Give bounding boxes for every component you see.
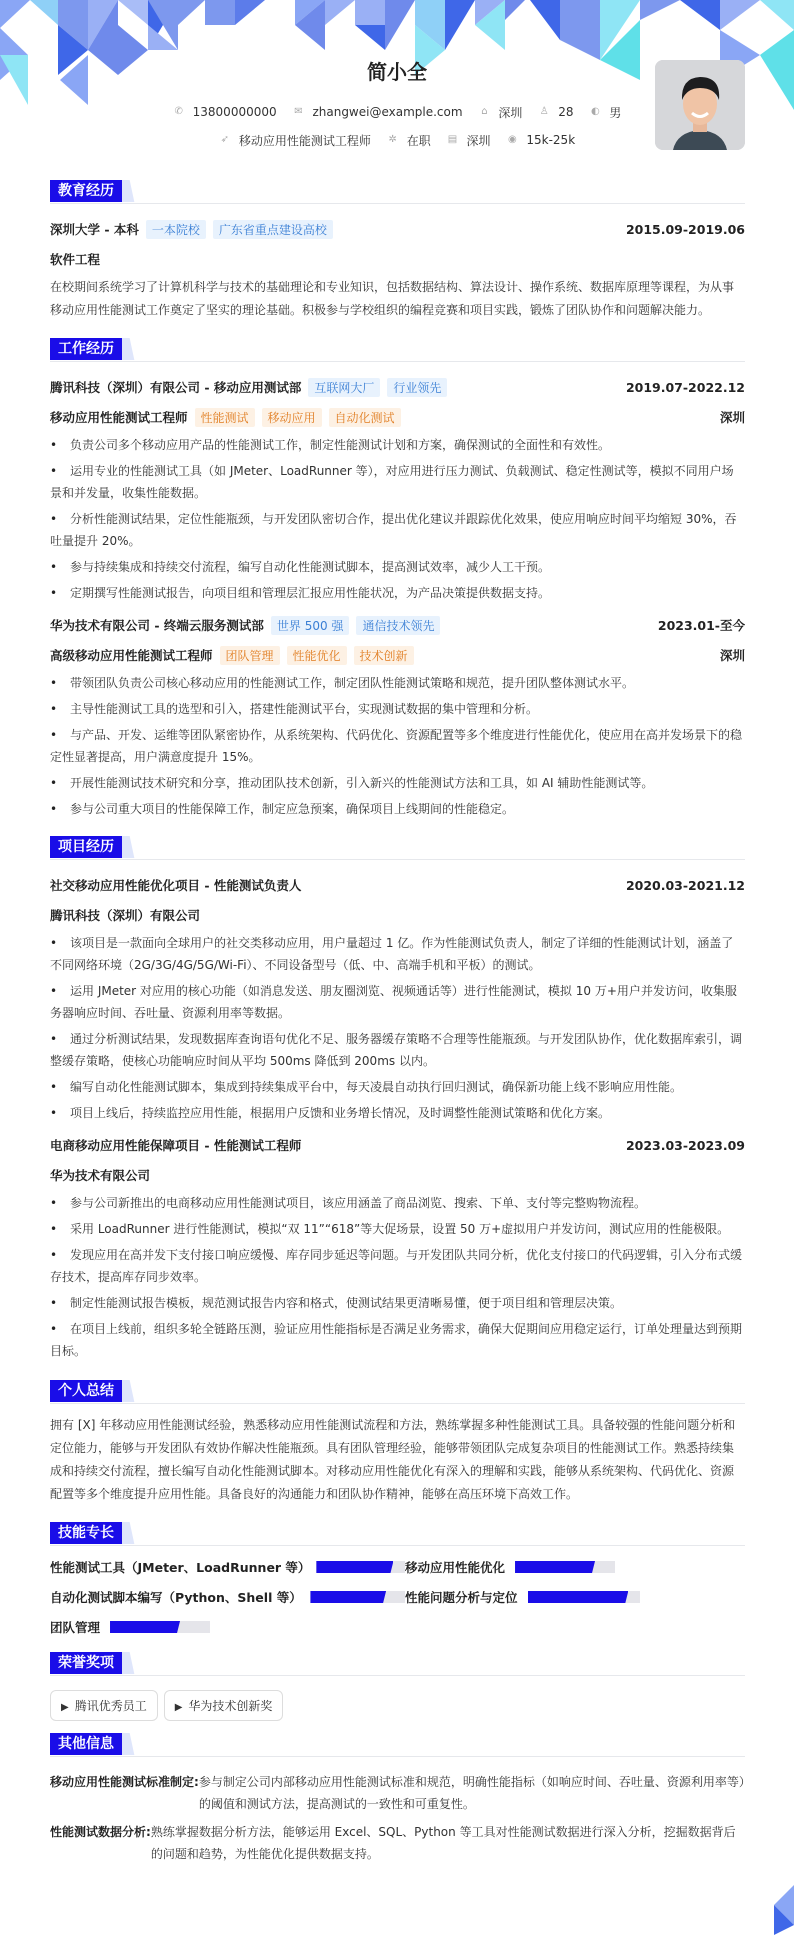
other-info-value: 熟练掌握数据分析方法，能够运用 Excel、SQL、Python 等工具对性能测试数据进行深入分析，挖掘数据背后的问题和趋势，为性能优化提供数据支持。 xyxy=(150,1825,736,1861)
skill-level-fill xyxy=(316,1561,393,1573)
project-company-row xyxy=(50,1160,745,1190)
skill-name: 团队管理 xyxy=(50,1620,101,1635)
tag: 广东省重点建设高校 xyxy=(213,220,333,239)
skill-name: 自动化测试脚本编写（Python、Shell 等） xyxy=(50,1590,302,1605)
company-tag: 世界 500 强 xyxy=(271,616,350,635)
company-tag: 行业领先 xyxy=(387,378,447,397)
bullet-item: • 制定性能测试报告模板，规范测试报告内容和格式，使测试结果更清晰易懂，便于项目组和管理层决策。 xyxy=(50,1292,745,1314)
skill-item xyxy=(50,1590,405,1604)
bullet-item: • 运用专业的性能测试工具（如 JMeter、LoadRunner 等），对应用进行压力测试、负载测试、稳定性测试等，模拟不同用户场景和并发量，收集性能数据。 xyxy=(50,460,745,504)
project-company: 腾讯科技（深圳）有限公司 xyxy=(50,908,201,923)
section-header-summary xyxy=(50,1380,745,1404)
skill-tag: 团队管理 xyxy=(220,646,280,665)
skill-tag: 自动化测试 xyxy=(329,408,401,427)
award-name: 腾讯优秀员工 xyxy=(74,1699,147,1713)
candidate-name: 简小全 xyxy=(367,60,427,84)
skill-level-bar xyxy=(310,1591,405,1603)
section-title: 工作经历 xyxy=(50,338,122,360)
work-city: 深圳 xyxy=(719,648,745,663)
bullet-item: • 开展性能测试技术研究和分享，推动团队技术创新，引入新兴的性能测试方法和工具，如 AI 辅助性能测试等。 xyxy=(50,772,745,794)
skill-item xyxy=(50,1620,405,1634)
bullet-item: • 项目上线后，持续监控应用性能，根据用户反馈和业务增长情况，及时调整性能测试策略和优化方案。 xyxy=(50,1102,745,1124)
work-date: 2019.07-2022.12 xyxy=(625,379,745,395)
company-left xyxy=(50,378,447,397)
bullet-item: • 编写自动化性能测试脚本，集成到持续集成平台中，每天凌晨自动执行回归测试，确保新功能上线不影响应用性能。 xyxy=(50,1076,745,1098)
skill-tag: 性能优化 xyxy=(287,646,347,665)
footer-triangle-decoration xyxy=(764,1885,794,1945)
other-info-item xyxy=(50,1821,745,1865)
skill-level-fill xyxy=(515,1561,595,1573)
company-row xyxy=(50,610,745,640)
major-text: 软件工程 xyxy=(50,252,101,267)
section-title: 个人总结 xyxy=(50,1380,122,1402)
skill-item xyxy=(50,1560,405,1574)
summary-text: 拥有 [X] 年移动应用性能测试经验，熟悉移动应用性能测试流程和方法，熟练掌握多种性能测试工具。具备较强的性能问题分析和定位能力，能够与开发团队有效协作解决性能瓶颈。具有团队管理经验，能够带领团队完成复杂项目的性能测试工作。熟悉持续集成和持续交付流程，擅长编写自动化性能测试脚本。对移动应用性能优化有深入的理解和实践，能够从系统架构、代码优化、资源配置等多个维度提升应用性能。具备良好的沟通能力和团队协作精神，能够在高压环境下高效工作。 xyxy=(50,1418,736,1501)
skill-name: 性能测试工具（JMeter、LoadRunner 等） xyxy=(50,1560,311,1575)
bullet-item: • 与产品、开发、运维等团队紧密协作，从系统架构、代码优化、资源配置等多个维度进行性能优化，使应用在高并发场景下的稳定性显著提高，用户满意度提升 15%。 xyxy=(50,724,745,768)
bullet-item: • 运用 JMeter 对应用的核心功能（如消息发送、朋友圈浏览、视频通话等）进行性能测试，模拟 10 万+用户并发访问，收集服务器响应时间、吞吐量、资源利用率等数据。 xyxy=(50,980,745,1024)
skill-level-bar xyxy=(110,1621,210,1633)
job-role: 移动应用性能测试工程师 xyxy=(50,410,188,425)
project-bullets xyxy=(50,1192,745,1362)
phone: 13800000000 xyxy=(192,105,277,119)
skill-item xyxy=(405,1590,745,1604)
bullet-item: • 定期撰写性能测试报告，向项目组和管理层汇报应用性能状况，为产品决策提供数据支持。 xyxy=(50,582,745,604)
role-left xyxy=(50,646,414,665)
tag: 一本院校 xyxy=(146,220,206,239)
bullet-item: • 负责公司多个移动应用产品的性能测试工作，制定性能测试计划和方案，确保测试的全面性和有效性。 xyxy=(50,434,745,456)
other-info-key: 移动应用性能测试标准制定: xyxy=(50,1775,199,1789)
salary: 15k-25k xyxy=(526,133,576,147)
award-item[interactable] xyxy=(164,1690,284,1721)
skill-tag: 性能测试 xyxy=(195,408,255,427)
project-row xyxy=(50,1130,745,1160)
award-item[interactable] xyxy=(50,1690,158,1721)
resume-header xyxy=(0,0,794,170)
major xyxy=(50,244,745,274)
skill-level-fill xyxy=(528,1591,629,1603)
work-city: 深圳 xyxy=(719,410,745,425)
other-info-key: 性能测试数据分析: xyxy=(50,1825,151,1839)
company-name: 腾讯科技（深圳）有限公司 - 移动应用测试部 xyxy=(50,380,302,395)
phone-icon: ✆ xyxy=(174,106,183,117)
skill-level-bar xyxy=(515,1561,615,1573)
award-name: 华为技术创新奖 xyxy=(188,1699,273,1713)
company-tag: 互联网大厂 xyxy=(308,378,380,397)
skill-name: 性能问题分析与定位 xyxy=(405,1590,518,1605)
section-header-education xyxy=(50,180,745,204)
project-company: 华为技术有限公司 xyxy=(50,1168,151,1183)
bullet-item: • 通过分析测试结果，发现数据库查询语句优化不足、服务器缓存策略不合理等性能瓶颈。与开发团队协作，优化数据库索引，调整缓存策略，使核心功能响应时间从平均 500ms 降低到 200ms 以内。 xyxy=(50,1028,745,1072)
job-role: 高级移动应用性能测试工程师 xyxy=(50,648,213,663)
other-info-item xyxy=(50,1771,745,1815)
school: 深圳大学 - 本科 xyxy=(50,222,139,237)
skill-level-fill xyxy=(110,1621,180,1633)
skills-grid xyxy=(50,1560,745,1634)
section-header-projects xyxy=(50,836,745,860)
section-title: 荣誉奖项 xyxy=(50,1652,122,1674)
section-header-awards xyxy=(50,1652,745,1676)
company-tag: 通信技术领先 xyxy=(356,616,440,635)
city: 深圳 xyxy=(498,105,523,120)
building-icon: ▤ xyxy=(447,134,458,145)
project-list xyxy=(50,870,745,1362)
age: 28 xyxy=(558,105,574,119)
bullet-item: • 参与公司重大项目的性能保障工作，制定应急预案，确保项目上线期间的性能稳定。 xyxy=(50,798,745,820)
bullet-item: • 该项目是一款面向全球用户的社交类移动应用，用户量超过 1 亿。作为性能测试负责人，制定了详细的性能测试计划，涵盖了不同网络环境（2G/3G/4G/5G/Wi-Fi）、不同设备型号（低、中、高端手机和平板）的测试。 xyxy=(50,932,745,976)
section-header-other xyxy=(50,1733,745,1757)
section-title: 其他信息 xyxy=(50,1733,122,1755)
section-title: 项目经历 xyxy=(50,836,122,858)
send-icon: ➶ xyxy=(220,134,230,145)
bullet-item: • 参与公司新推出的电商移动应用性能测试项目，该应用涵盖了商品浏览、搜索、下单、支付等完整购物流程。 xyxy=(50,1192,745,1214)
mail-icon: ✉ xyxy=(294,106,303,117)
work-date: 2023.01-至今 xyxy=(657,618,745,633)
work-bullets xyxy=(50,672,745,820)
job-status: 在职 xyxy=(406,133,431,148)
avatar-photo xyxy=(655,60,745,150)
company-left xyxy=(50,616,440,635)
section-header-skills xyxy=(50,1522,745,1546)
bullet-item: • 分析性能测试结果，定位性能瓶颈，与开发团队密切合作，提出优化建议并跟踪优化效果，使应用响应时间平均缩短 30%，吞吐量提升 20%。 xyxy=(50,508,745,552)
target-city: 深圳 xyxy=(466,133,491,148)
target-job: 移动应用性能测试工程师 xyxy=(238,133,371,148)
company-name: 华为技术有限公司 - 终端云服务测试部 xyxy=(50,618,264,633)
email[interactable]: zhangwei@example.com xyxy=(312,105,463,119)
skill-tag: 技术创新 xyxy=(354,646,414,665)
bullet-item: • 发现应用在高并发下支付接口响应缓慢、库存同步延迟等问题。与开发团队共同分析，优化支付接口的代码逻辑，引入分布式缓存技术，提高库存同步效率。 xyxy=(50,1244,745,1288)
awards-list xyxy=(50,1690,745,1721)
role-left xyxy=(50,408,401,427)
project-date: 2020.03-2021.12 xyxy=(625,877,745,893)
bullet-item: • 带领团队负责公司核心移动应用的性能测试工作，制定团队性能测试策略和规范，提升团队整体测试水平。 xyxy=(50,672,745,694)
education-description: 在校期间系统学习了计算机科学与技术的基础理论和专业知识，包括数据结构、算法设计、操作系统、数据库原理等课程，为从事移动应用性能测试工作奠定了坚实的理论基础。积极参与学校组织的编程竞赛和项目实践，锻炼了团队协作和问题解决能力。 xyxy=(50,280,735,317)
bullet-item: • 采用 LoadRunner 进行性能测试，模拟“双 11”“618”等大促场景，设置 50 万+虚拟用户并发访问，测试应用的性能极限。 xyxy=(50,1218,745,1240)
other-info-value: 参与制定公司内部移动应用性能测试标准和规范，明确性能指标（如响应时间、吞吐量、资源利用率等）的阈值和测试方法，提高测试的一致性和可重复性。 xyxy=(198,1775,745,1811)
company-row xyxy=(50,372,745,402)
gender-icon: ◐ xyxy=(590,106,600,117)
section-title: 技能专长 xyxy=(50,1522,122,1544)
bullet-item: • 主导性能测试工具的选型和引入，搭建性能测试平台，实现测试数据的集中管理和分析。 xyxy=(50,698,745,720)
education-date: 2015.09-2019.06 xyxy=(625,221,745,237)
play-icon: ▶ xyxy=(174,1702,183,1713)
other-info-list xyxy=(50,1771,745,1865)
skill-tag: 移动应用 xyxy=(262,408,322,427)
education-row xyxy=(50,214,745,244)
home-icon: ⌂ xyxy=(481,106,488,117)
skill-item xyxy=(405,1560,745,1574)
section-header-work xyxy=(50,338,745,362)
skill-level-bar xyxy=(316,1561,405,1573)
section-title: 教育经历 xyxy=(50,180,122,202)
bullet-item: • 参与持续集成和持续交付流程，编写自动化性能测试脚本，提高测试效率，减少人工干预。 xyxy=(50,556,745,578)
project-date: 2023.03-2023.09 xyxy=(625,1137,745,1153)
project-name: 社交移动应用性能优化项目 - 性能测试负责人 xyxy=(50,878,302,893)
project-name: 电商移动应用性能保障项目 - 性能测试工程师 xyxy=(50,1138,302,1153)
status-icon: ✲ xyxy=(388,134,397,145)
skill-level-fill xyxy=(310,1591,386,1603)
project-company-row xyxy=(50,900,745,930)
work-list xyxy=(50,372,745,820)
project-bullets xyxy=(50,932,745,1124)
money-icon: ◉ xyxy=(508,134,517,145)
bullet-item: • 在项目上线前，组织多轮全链路压测，验证应用性能指标是否满足业务需求，确保大促期间应用稳定运行，订单处理量达到预期目标。 xyxy=(50,1318,745,1362)
skill-level-bar xyxy=(528,1591,640,1603)
project-row xyxy=(50,870,745,900)
work-bullets xyxy=(50,434,745,604)
gender: 男 xyxy=(609,105,622,120)
skill-name: 移动应用性能优化 xyxy=(405,1560,506,1575)
play-icon: ▶ xyxy=(61,1702,69,1713)
cake-icon: ♙ xyxy=(539,106,549,117)
role-row xyxy=(50,640,745,670)
role-row xyxy=(50,402,745,432)
